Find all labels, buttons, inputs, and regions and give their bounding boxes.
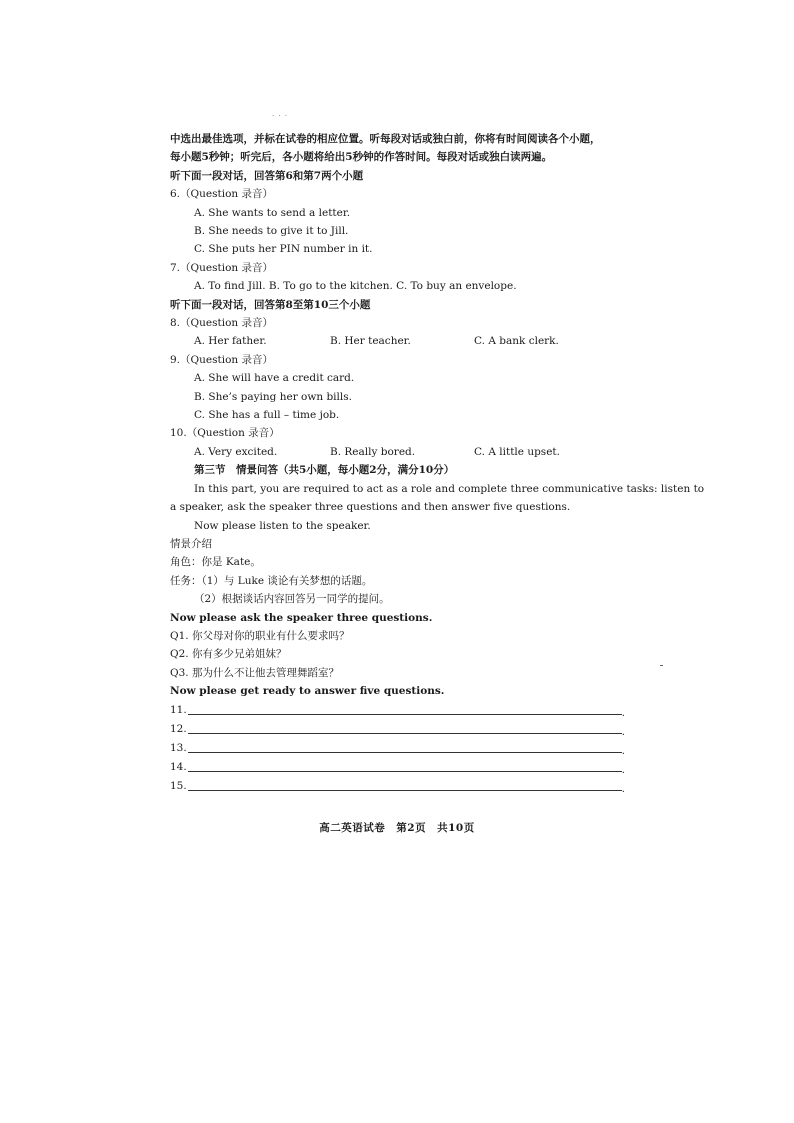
- question-8-option-b: B. Her teacher.: [330, 335, 411, 348]
- question-9-label: 9.（Question 录音）: [170, 353, 273, 366]
- answer-line-13[interactable]: [170, 739, 640, 758]
- question-6-option-a: A. She wants to send a letter.: [194, 206, 351, 219]
- question-9-option-c: C. She has a full – time job.: [194, 409, 340, 422]
- answer-rule-12: [188, 733, 622, 734]
- question-q3: Q3. 那为什么不让他去管理舞蹈室？: [170, 666, 339, 679]
- question-8-options: [170, 332, 640, 350]
- section-3-title: 第三节 情景问答（共5小题，每小题2分，满分10分）: [194, 464, 455, 477]
- question-8-option-c: C. A bank clerk.: [474, 335, 559, 348]
- answer-number-11: 11.: [170, 703, 187, 716]
- answer-number-14: 14.: [170, 760, 187, 773]
- intro-line-2: 每小题5秒钟；听完后，各小题将给出5秒钟的作答时间。每段对话或独白读两遍。: [170, 151, 553, 164]
- task-line-2: （2）根据谈话内容回答另一同学的提问。: [194, 593, 390, 606]
- section-3-instructions-2: a speaker, ask the speaker three questions and then answer five questions.: [170, 501, 571, 514]
- question-7-options: A. To find Jill. B. To go to the kitchen. C. To buy an envelope.: [194, 280, 517, 293]
- answer-end-11: .: [621, 706, 625, 719]
- question-7-label: 7.（Question 录音）: [170, 261, 273, 274]
- listen-instruction: Now please listen to the speaker.: [194, 519, 371, 532]
- question-6-option-c: C. She puts her PIN number in it.: [194, 243, 373, 256]
- task-line-1: 任务：（1）与 Luke 谈论有关梦想的话题。: [170, 574, 373, 587]
- answer-number-13: 13.: [170, 741, 187, 754]
- intro-line-1: 中选出最佳选项，并标在试卷的相应位置。听每段对话或独白前，你将有时间阅读各个小题，: [170, 133, 601, 145]
- question-q1: Q1. 你父母对你的职业有什么要求吗？: [170, 629, 350, 642]
- question-9-option-a: A. She will have a credit card.: [194, 372, 355, 385]
- page-footer: 高二英语试卷 第2页 共10页: [319, 822, 475, 834]
- answer-line-12[interactable]: [170, 720, 640, 739]
- answer-end-13: .: [621, 744, 625, 757]
- question-10-option-c: C. A little upset.: [474, 445, 560, 458]
- question-8-label: 8.（Question 录音）: [170, 317, 273, 330]
- dialogue-heading-6-7: 听下面一段对话，回答第6和第7两个小题: [170, 169, 364, 182]
- exam-content: [170, 130, 705, 796]
- answer-line-15[interactable]: [170, 777, 640, 796]
- scan-noise: · · ·: [272, 112, 289, 120]
- section-3-instructions-1: In this part, you are required to act as a role and complete three communicative tasks: listen to: [194, 482, 705, 495]
- answer-end-15: .: [621, 782, 625, 795]
- scene-heading: 情景介绍: [170, 537, 212, 550]
- answer-rule-15: [188, 790, 622, 791]
- answer-line-14[interactable]: [170, 758, 640, 777]
- answer-rule-14: [188, 771, 622, 772]
- answer-rule-13: [188, 752, 622, 753]
- question-q2: Q2. 你有多少兄弟姐妹？: [170, 648, 287, 661]
- answer-questions-heading: Now please get ready to answer five questions.: [170, 685, 445, 698]
- question-10-option-b: B. Really bored.: [330, 445, 416, 458]
- answer-rule-11: [188, 714, 622, 715]
- answer-end-12: .: [621, 725, 625, 738]
- answer-line-11[interactable]: [170, 701, 640, 720]
- question-10-label: 10.（Question 录音）: [170, 427, 280, 440]
- question-8-option-a: A. Her father.: [194, 335, 267, 348]
- question-9-option-b: B. She’s paying her own bills.: [194, 390, 352, 403]
- answer-number-12: 12.: [170, 722, 187, 735]
- role-line: 角色：你是 Kate。: [170, 556, 261, 569]
- question-6-option-b: B. She needs to give it to Jill.: [194, 225, 349, 238]
- question-10-options: [170, 443, 640, 461]
- scan-speck: [660, 665, 663, 666]
- question-10-option-a: A. Very excited.: [194, 445, 278, 458]
- answer-end-14: .: [621, 763, 625, 776]
- answer-number-15: 15.: [170, 779, 187, 792]
- question-6-label: 6.（Question 录音）: [170, 188, 273, 201]
- dialogue-heading-8-10: 听下面一段对话，回答第8至第10三个小题: [170, 298, 371, 311]
- ask-questions-heading: Now please ask the speaker three questions.: [170, 611, 433, 624]
